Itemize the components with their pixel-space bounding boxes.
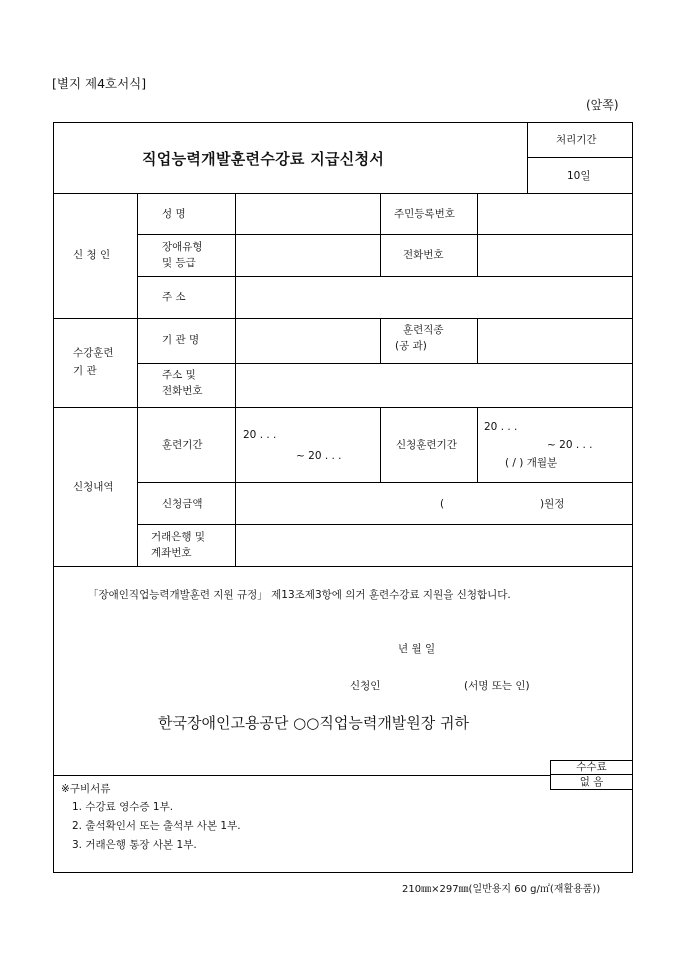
applicant-bottom-line [53, 318, 633, 319]
form-number-label: [별지 제4호서식] [52, 76, 147, 91]
training-period-label: 훈련기간 [162, 439, 203, 451]
inst-address-label-line2: 전화번호 [162, 385, 203, 397]
disability-label-line1: 장애유형 [162, 241, 203, 253]
row-line-inst-name [137, 363, 633, 364]
applicant-sign-label: 신청인 [350, 680, 381, 692]
mid-label-right-line-2 [477, 318, 478, 363]
processing-period-value: 10일 [567, 170, 591, 182]
page-side-label: (앞쪽) [586, 98, 619, 112]
mid-label-left-line-3 [380, 407, 381, 482]
bank-label-line1: 거래은행 및 [151, 531, 206, 543]
rrn-label: 주민등록번호 [394, 208, 455, 220]
requested-period-to: ~ 20 . . . [547, 439, 593, 451]
row-line-disability [137, 276, 633, 277]
required-doc-item: 2. 출석확인서 또는 출석부 사본 1부. [72, 820, 241, 832]
requested-months: ( / ) 개월분 [505, 457, 558, 469]
date-line: 년 월 일 [398, 643, 436, 655]
mid-label-left-line-2 [380, 318, 381, 363]
institution-name-label: 기 관 명 [162, 334, 200, 346]
application-statement: 「장애인직업능력개발훈련 지원 규정」 제13조제3항에 의거 훈련수강료 지원을 신청합니다. [88, 589, 511, 601]
institution-section-label-line1: 수강훈련 [73, 347, 114, 359]
applicant-section-label: 신 청 인 [73, 249, 111, 261]
address-label: 주 소 [162, 291, 186, 303]
row-line-period [137, 482, 633, 483]
training-period-to: ~ 20 . . . [296, 450, 342, 462]
fee-value: 없 음 [579, 776, 604, 788]
form-title: 직업능력개발훈련수강료 지급신청서 [142, 150, 385, 168]
recipient-line: 한국장애인고용공단 ○○직업능력개발원장 귀하 [158, 714, 470, 732]
fee-label: 수수료 [576, 761, 607, 773]
phone-label: 전화번호 [403, 249, 444, 261]
paper-spec-footer: 210㎜×297㎜(일반용지 60 g/㎡(재활용품)) [402, 884, 601, 895]
requested-period-from: 20 . . . [484, 421, 518, 433]
mid-label-right-line-3 [477, 407, 478, 482]
institution-section-label-line2: 기 관 [73, 365, 97, 377]
amount-unit: )원정 [540, 498, 565, 510]
details-section-label: 신청내역 [73, 481, 114, 493]
institution-bottom-line [53, 407, 633, 408]
inst-address-label-line1: 주소 및 [162, 369, 196, 381]
label-column-line [235, 193, 236, 566]
amount-label: 신청금액 [162, 498, 203, 510]
course-label-line1: 훈련직종 [403, 324, 444, 336]
row-line-amount [137, 524, 633, 525]
processing-divider [527, 157, 633, 158]
section-column-line [137, 193, 138, 566]
signature-note: (서명 또는 인) [464, 680, 530, 692]
row-line-name [137, 234, 633, 235]
disability-label-line2: 및 등급 [162, 257, 196, 269]
required-docs-title: ※구비서류 [61, 783, 111, 795]
details-bottom-line [53, 566, 633, 567]
processing-period-label: 처리기간 [556, 134, 597, 146]
name-label: 성 명 [162, 208, 186, 220]
docs-top-line [53, 775, 550, 776]
training-period-from: 20 . . . [243, 429, 277, 441]
required-doc-item: 3. 거래은행 통장 사본 1부. [72, 839, 197, 851]
requested-period-label: 신청훈련기간 [396, 439, 457, 451]
fee-box-bottom [550, 789, 633, 790]
required-doc-item: 1. 수강료 영수증 1부. [72, 801, 174, 813]
course-label-line2: (공 과) [395, 340, 427, 352]
title-bottom-line [53, 193, 633, 194]
bank-label-line2: 계좌번호 [151, 547, 192, 559]
amount-paren-open: ( [440, 498, 445, 510]
